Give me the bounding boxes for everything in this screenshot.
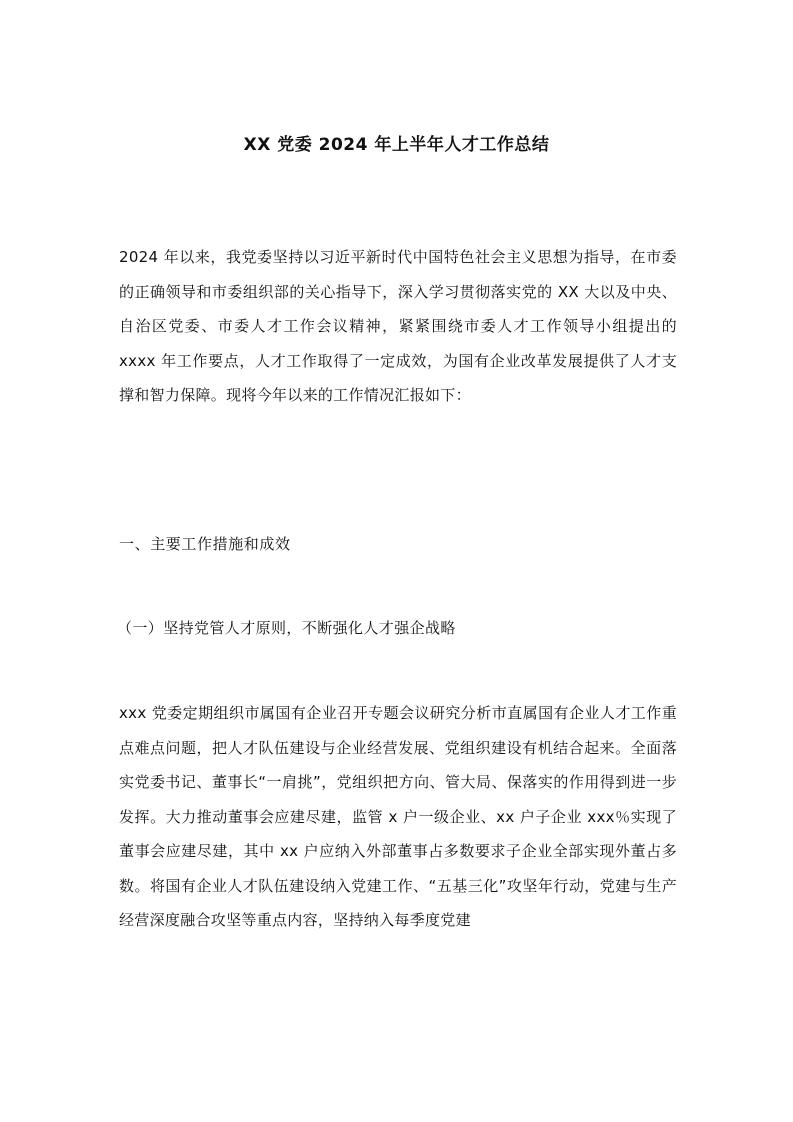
section-heading: 一、主要工作措施和成效 xyxy=(119,535,291,553)
intro-paragraph: 2024 年以来，我党委坚持以习近平新时代中国特色社会主义思想为指导，在市委的正确领导和市委组织部的关心指导下，深入学习贯彻落实党的 XX 大以及中央、自治区党委、市委人才工作会议精神，紧紧围绕市委人才工作领导小组提出的 xxxx 年工作要点，人才工作取得了一定成效，为国有企业改革发展提供了人才支撑和智力保障。现将今年以来的工作情况汇报如下： xyxy=(119,248,677,404)
document-title: XX 党委 2024 年上半年人才工作总结 xyxy=(243,135,550,155)
subsection-heading: （一）坚持党管人才原则，不断强化人才强企战略 xyxy=(117,619,456,637)
body-paragraph: xxx 党委定期组织市属国有企业召开专题会议研究分析市直属国有企业人才工作重点难点问题，把人才队伍建设与企业经营发展、党组织建设有机结合起来。全面落实党委书记、董事长“一肩挑”，党组织把方向、管大局、保落实的作用得到进一步发挥。大力推动董事会应建尽建，监管 x 户一级企业、xx 户子企业 xxx％实现了董事会应建尽建，其中 xx 户应纳入外部董事占多数要求子企业全部实现外董占多数。将国有企业人才队伍建设纳入党建工作、“五基三化”攻坚年行动，党建与生产经营深度融合攻坚等重点内容，坚持纳入每季度党建 xyxy=(119,704,677,929)
